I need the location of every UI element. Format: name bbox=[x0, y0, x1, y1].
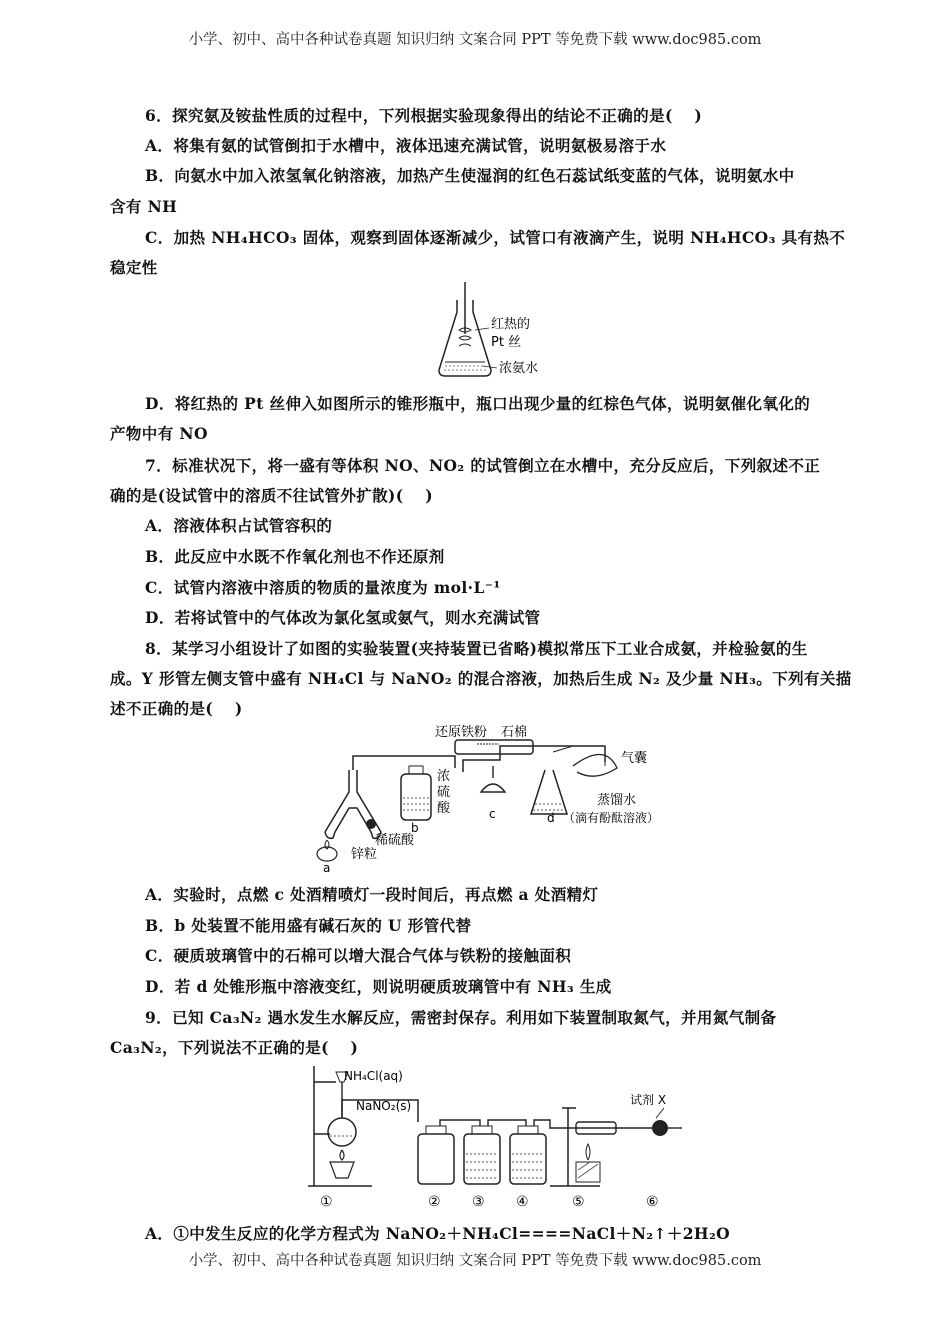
q9-option-a: A．①中发生反应的化学方程式为 NaNO₂＋NH₄Cl====NaCl＋N₂↑＋2H₂O bbox=[145, 1224, 731, 1243]
page-header: 小学、初中、高中各种试卷真题 知识归纳 文案合同 PPT 等免费下载 www.doc985.com bbox=[188, 32, 762, 48]
q7-option-a: A．溶液体积占试管容积的 bbox=[145, 516, 333, 535]
q6-option-d-line1: D．将红热的 Pt 丝伸入如图所示的锥形瓶中，瓶口出现少量的红棕色气体，说明氨催化氧化的 bbox=[145, 394, 811, 413]
label-balloon: 气囊 bbox=[621, 751, 648, 766]
label-4: ④ bbox=[516, 1194, 529, 1210]
q7-stem-line2: 确的是(设试管中的溶质不往试管外扩散)( ) bbox=[110, 486, 433, 505]
label-5: ⑤ bbox=[572, 1194, 585, 1210]
label-conc-3: 酸 bbox=[437, 801, 451, 816]
label-red-hot: 红热的 bbox=[491, 317, 531, 332]
q6-option-d-line2: 产物中有 NO bbox=[110, 424, 208, 443]
q9-stem-line1: 9．已知 Ca₃N₂ 遇水发生水解反应，需密封保存。利用如下装置制取氮气，并用氮气制备 bbox=[145, 1008, 777, 1027]
q8-option-d: D．若 d 处锥形瓶中溶液变红，则说明硬质玻璃管中有 NH₃ 生成 bbox=[145, 977, 612, 996]
q8-option-a: A．实验时，点燃 c 处酒精喷灯一段时间后，再点燃 a 处酒精灯 bbox=[145, 885, 599, 904]
q8-stem-line2: 成。Y 形管左侧支管中盛有 NH₄Cl 与 NaNO₂ 的混合溶液，加热后生成 N₂ 及少量 NH₃。下列有关描 bbox=[110, 669, 852, 688]
label-distilled-water: 蒸馏水 bbox=[597, 793, 637, 808]
label-d: d bbox=[547, 811, 555, 825]
label-3: ③ bbox=[472, 1194, 485, 1210]
label-conc-2: 硫 bbox=[437, 785, 451, 800]
page-footer: 小学、初中、高中各种试卷真题 知识归纳 文案合同 PPT 等免费下载 www.doc985.com bbox=[188, 1253, 762, 1269]
q6-stem: 6．探究氨及铵盐性质的过程中，下列根据实验现象得出的结论不正确的是( ) bbox=[145, 106, 703, 125]
q7-option-d: D．若将试管中的气体改为氯化氢或氨气，则水充满试管 bbox=[145, 608, 541, 627]
q6-option-b-line2: 含有 NH bbox=[110, 197, 178, 216]
q9-stem-line2: Ca₃N₂，下列说法不正确的是( ) bbox=[110, 1038, 359, 1057]
q7-option-c: C．试管内溶液中溶质的物质的量浓度为 mol·L⁻¹ bbox=[145, 578, 501, 597]
label-nano2: NaNO₂(s) bbox=[356, 1099, 412, 1113]
q7-stem-line1: 7．标准状况下，将一盛有等体积 NO、NO₂ 的试管倒立在水槽中，充分反应后，下列叙述不正 bbox=[145, 456, 821, 475]
q7-option-b: B．此反应中水既不作氧化剂也不作还原剂 bbox=[145, 547, 445, 566]
q8-stem-line1: 8．某学习小组设计了如图的实验装置(夹持装置已省略)模拟常压下工业合成氨，并检验氨的生 bbox=[145, 639, 808, 658]
label-c: c bbox=[489, 807, 496, 821]
label-pt-wire: Pt 丝 bbox=[491, 335, 522, 350]
label-dilute-acid: 稀硫酸 bbox=[375, 833, 415, 848]
q6-option-b-line1: B．向氨水中加入浓氢氧化钠溶液，加热产生使湿润的红色石蕊试纸变蓝的气体，说明氨水中 bbox=[145, 166, 795, 185]
q8-option-b: B．b 处装置不能用盛有碱石灰的 U 形管代替 bbox=[145, 916, 472, 935]
label-2: ② bbox=[428, 1194, 441, 1210]
label-zinc: 锌粒 bbox=[351, 847, 378, 862]
label-conc-ammonia: 浓氨水 bbox=[499, 361, 539, 376]
label-nh4cl: NH₄Cl(aq) bbox=[344, 1069, 403, 1083]
q6-option-c-line2: 稳定性 bbox=[110, 258, 158, 277]
label-phenolphthalein: （滴有酚酞溶液） bbox=[563, 811, 660, 825]
label-a: a bbox=[323, 861, 331, 874]
label-reagent-x: 试剂 X bbox=[630, 1093, 667, 1107]
label-iron-powder: 还原铁粉 bbox=[435, 725, 488, 740]
q8-option-c: C．硬质玻璃管中的石棉可以增大混合气体与铁粉的接触面积 bbox=[145, 946, 572, 965]
q8-stem-line3: 述不正确的是( ) bbox=[110, 699, 243, 718]
q9-apparatus-figure bbox=[300, 1062, 685, 1214]
q6-flask-figure bbox=[425, 282, 555, 382]
q6-option-a: A．将集有氨的试管倒扣于水槽中，液体迅速充满试管，说明氨极易溶于水 bbox=[145, 136, 667, 155]
label-6: ⑥ bbox=[646, 1194, 659, 1210]
label-1: ① bbox=[320, 1194, 333, 1210]
q8-apparatus-figure bbox=[305, 722, 705, 874]
q6-option-c-line1: C．加热 NH₄HCO₃ 固体，观察到固体逐渐减少，试管口有液滴产生，说明 NH₄HCO₃ 具有热不 bbox=[145, 228, 846, 247]
label-conc-1: 浓 bbox=[437, 769, 451, 784]
label-asbestos: 石棉 bbox=[501, 725, 528, 740]
label-b: b bbox=[411, 821, 419, 835]
